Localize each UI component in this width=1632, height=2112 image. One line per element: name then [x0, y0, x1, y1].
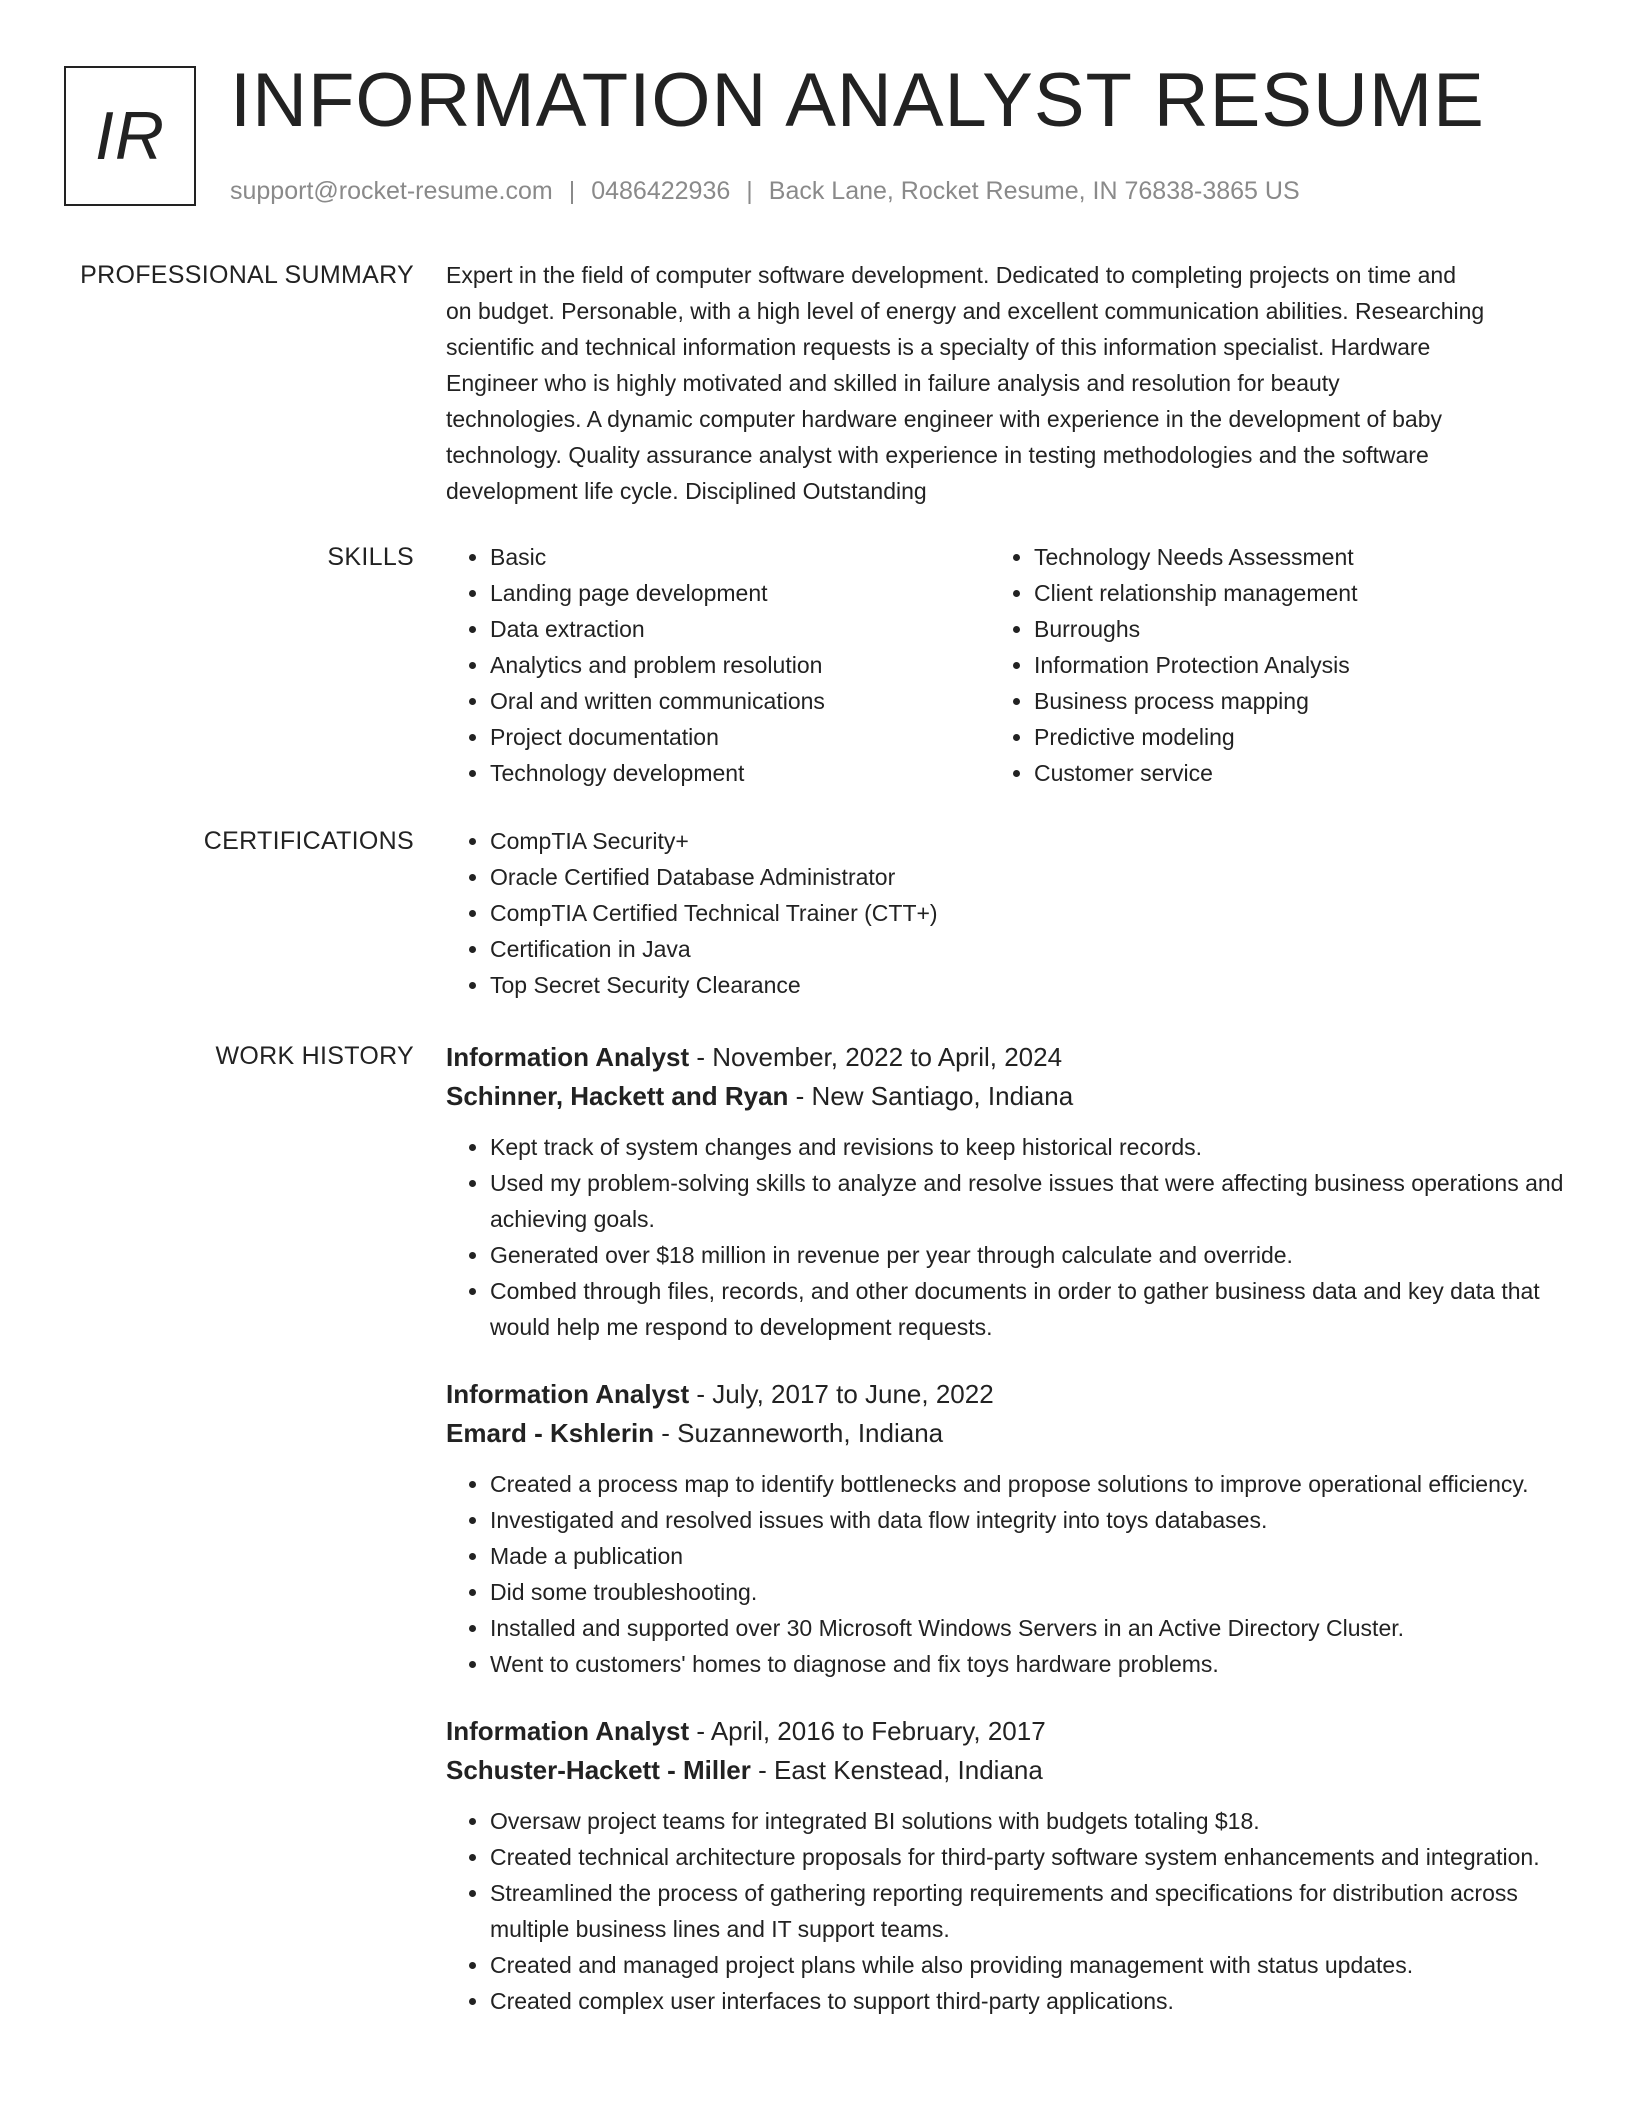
job-title-line: [446, 1038, 1576, 1077]
summary-line: technologies. A dynamic computer hardware engineer with experience in the development of baby: [446, 406, 1442, 432]
job-dates: - November, 2022 to April, 2024: [689, 1042, 1063, 1072]
job-bullet: • Oversaw project teams for integrated BI solutions with budgets totaling $18.: [490, 1803, 1576, 1839]
job-title-line: [446, 1712, 1576, 1751]
certifications-body: [446, 823, 1576, 1003]
job-bullets: [446, 1129, 1576, 1345]
skill-item: • Landing page development: [490, 575, 994, 611]
summary-heading: PROFESSIONAL SUMMARY: [80, 261, 414, 289]
summary-text: [446, 257, 1576, 509]
skill-item: • Business process mapping: [1034, 683, 1574, 719]
job-company: Schuster-Hackett - Miller: [446, 1755, 751, 1785]
skill-item: • Burroughs: [1034, 611, 1574, 647]
job-bullet: • Generated over $18 million in revenue per year through calculate and override.: [490, 1237, 1576, 1273]
job-title: Information Analyst: [446, 1042, 690, 1072]
job-bullet: • Created technical architecture proposals for third-party software system enhancements and integration.: [490, 1839, 1576, 1875]
skill-item: • Technology development: [490, 755, 994, 791]
job-bullet: • Created and managed project plans while also providing management with status updates.: [490, 1947, 1576, 1983]
job-company-line: [446, 1414, 1576, 1453]
skill-item: • Customer service: [1034, 755, 1574, 791]
job-title: Information Analyst: [446, 1379, 690, 1409]
skill-item: • Client relationship management: [1034, 575, 1574, 611]
skill-item: • Basic: [490, 539, 994, 575]
certifications-heading: CERTIFICATIONS: [203, 827, 414, 855]
summary-line: scientific and technical information requests is a specialty of this information specialist. Hardware: [446, 334, 1431, 360]
summary-line: technology. Quality assurance analyst with experience in testing methodologies and the software: [446, 442, 1429, 468]
skills-list-left: [446, 539, 994, 791]
work-history-heading: WORK HISTORY: [215, 1042, 414, 1070]
job-entry: [446, 1712, 1576, 2019]
skills-list-right: [994, 539, 1574, 791]
job-bullet: • Did some troubleshooting.: [490, 1574, 1576, 1610]
skills-heading: SKILLS: [327, 543, 414, 571]
job-dates: - April, 2016 to February, 2017: [689, 1716, 1046, 1746]
summary-line: Expert in the field of computer software development. Dedicated to completing projects on time and: [446, 262, 1456, 288]
job-bullet: • Created complex user interfaces to support third-party applications.: [490, 1983, 1576, 2019]
job-bullet: • Made a publication: [490, 1538, 1576, 1574]
skill-item: • Oral and written communications: [490, 683, 994, 719]
skill-item: • Analytics and problem resolution: [490, 647, 994, 683]
certification-item: • Oracle Certified Database Administrator: [490, 859, 1576, 895]
contact-phone: 0486422936: [591, 177, 731, 205]
job-location: - New Santiago, Indiana: [788, 1081, 1074, 1111]
skill-item: • Predictive modeling: [1034, 719, 1574, 755]
contact-separator: |: [746, 177, 753, 205]
work-history-body: [446, 1038, 1576, 2049]
contact-line: [230, 174, 1300, 208]
job-dates: - July, 2017 to June, 2022: [689, 1379, 994, 1409]
certification-item: • CompTIA Certified Technical Trainer (CTT+): [490, 895, 1576, 931]
contact-separator: |: [568, 177, 576, 205]
resume-title: INFORMATION ANALYST RESUME: [230, 58, 1485, 143]
job-bullets: [446, 1803, 1576, 2019]
contact-address: Back Lane, Rocket Resume, IN 76838-3865 US: [768, 177, 1300, 205]
contact-email: support@rocket-resume.com: [230, 177, 553, 205]
summary-line: on budget. Personable, with a high level of energy and excellent communication abilities. Researching: [446, 298, 1485, 324]
job-entry: [446, 1038, 1576, 1345]
job-bullet: • Created a process map to identify bottlenecks and propose solutions to improve operational efficiency.: [490, 1466, 1576, 1502]
certification-item: • Top Secret Security Clearance: [490, 967, 1576, 1003]
monogram-logo: IR: [64, 66, 196, 206]
certification-item: • CompTIA Security+: [490, 823, 1576, 859]
certification-item: • Certification in Java: [490, 931, 1576, 967]
summary-body: [446, 257, 1576, 509]
skills-body: [446, 539, 1576, 791]
job-bullet: • Installed and supported over 30 Microsoft Windows Servers in an Active Directory Cluster.: [490, 1610, 1576, 1646]
job-bullet: • Streamlined the process of gathering reporting requirements and specifications for distribution across multiple business lines and IT support teams.: [490, 1875, 1576, 1947]
skill-item: • Project documentation: [490, 719, 994, 755]
job-bullet: • Went to customers' homes to diagnose and fix toys hardware problems.: [490, 1646, 1576, 1682]
job-company: Schinner, Hackett and Ryan: [446, 1081, 789, 1111]
job-company-line: [446, 1751, 1576, 1790]
summary-line: Engineer who is highly motivated and skilled in failure analysis and resolution for beauty: [446, 370, 1340, 396]
job-bullet: • Investigated and resolved issues with data flow integrity into toys databases.: [490, 1502, 1576, 1538]
job-location: - East Kenstead, Indiana: [750, 1755, 1043, 1785]
job-bullet: • Kept track of system changes and revisions to keep historical records.: [490, 1129, 1576, 1165]
job-company-line: [446, 1077, 1576, 1116]
job-entry: [446, 1375, 1576, 1682]
skill-item: • Data extraction: [490, 611, 994, 647]
summary-line: development life cycle. Disciplined Outstanding: [446, 478, 927, 504]
skill-item: • Information Protection Analysis: [1034, 647, 1574, 683]
job-bullet: • Combed through files, records, and other documents in order to gather business data and key data that would help me respond to development requests.: [490, 1273, 1576, 1345]
job-title: Information Analyst: [446, 1716, 690, 1746]
job-title-line: [446, 1375, 1576, 1414]
certifications-list: [446, 823, 1576, 1003]
job-bullets: [446, 1466, 1576, 1682]
job-company: Emard - Kshlerin: [446, 1418, 655, 1448]
job-bullet: • Used my problem-solving skills to analyze and resolve issues that were affecting business operations and achieving goals.: [490, 1165, 1576, 1237]
job-location: - Suzanneworth, Indiana: [654, 1418, 944, 1448]
skill-item: • Technology Needs Assessment: [1034, 539, 1574, 575]
